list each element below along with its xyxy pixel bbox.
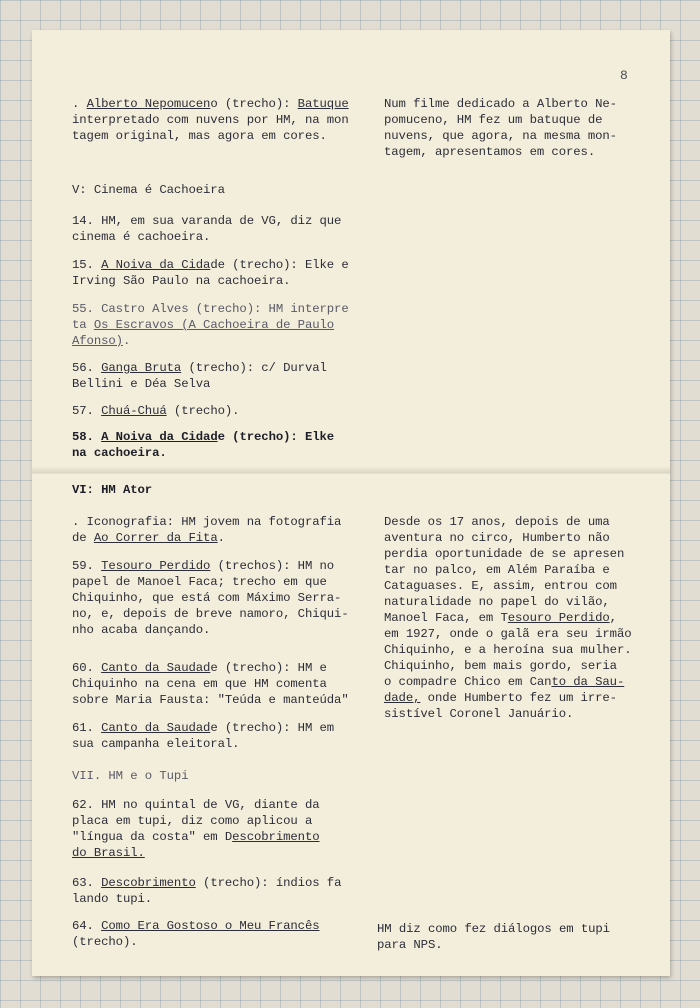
underlined-title: Ganga Bruta: [101, 361, 182, 375]
underlined-title: A Noiva da Cida: [101, 258, 211, 272]
underlined-title: Batuque: [297, 97, 349, 111]
item-57: [72, 403, 239, 419]
item-63: [72, 875, 341, 907]
text-line: dade, onde Humberto fez um irre-: [384, 691, 617, 705]
text-line: V: Cinema é Cachoeira: [72, 183, 225, 197]
text-line: lando tupi.: [72, 892, 153, 906]
text-line: VI: HM Ator: [72, 483, 153, 497]
underlined-title: Alberto Nepomucen: [86, 97, 211, 111]
text-line: Chiquinho, bem mais gordo, seria: [384, 659, 617, 673]
text-line: cinema é cachoeira.: [72, 230, 211, 244]
text-line: sobre Maria Fausta: "Teúda e manteúda": [72, 693, 349, 707]
text-line: Chiquinho na cena em que HM comenta: [72, 677, 327, 691]
text-line: (trecho).: [72, 935, 138, 949]
text-line: 64. Como Era Gostoso o Meu Francês: [72, 919, 320, 933]
alberto-left-text: [72, 96, 349, 144]
text-line: no, e, depois de breve namoro, Chiqui-: [72, 607, 349, 621]
text-line: . Alberto Nepomuceno (trecho): Batuque: [72, 97, 349, 111]
text-line: 56. Ganga Bruta (trecho): c/ Durval: [72, 361, 327, 375]
item-56: [72, 360, 327, 392]
underlined-title: A Noiva da Cidad: [101, 430, 218, 444]
underlined-title: Como Era Gostoso o Meu Francês: [101, 919, 320, 933]
text-line: 58. A Noiva da Cidade (trecho): Elke: [72, 430, 335, 444]
text-line: Bellini e Déa Selva: [72, 377, 211, 391]
text-line: 60. Canto da Saudade (trecho): HM e: [72, 661, 327, 675]
text-line: 63. Descobrimento (trecho): índios fa: [72, 876, 342, 890]
text-line: 61. Canto da Saudade (trecho): HM em: [72, 721, 335, 735]
section-vii-heading: [72, 768, 188, 784]
underlined-title: esouro Perdido: [507, 611, 610, 625]
underlined-title: do Brasil.: [72, 846, 145, 860]
text-line: "língua da costa" em Descobrimento: [72, 830, 320, 844]
underlined-title: dade,: [384, 691, 421, 705]
paper-fold: [32, 466, 670, 480]
text-line: 59. Tesouro Perdido (trechos): HM no: [72, 559, 335, 573]
underlined-title: Chuá-Chuá: [101, 404, 167, 418]
text-line: Chiquinho, que está com Máximo Serra-: [72, 591, 342, 605]
text-line: nho acaba dançando.: [72, 623, 211, 637]
underlined-title: Afonso): [72, 334, 123, 348]
alberto-right-text: [384, 96, 617, 160]
text-line: de Ao Correr da Fita.: [72, 531, 225, 545]
text-line: para NPS.: [377, 938, 443, 952]
text-line: Num filme dedicado a Alberto Ne-: [384, 97, 617, 111]
text-line: Chiquinho, e a heroína sua mulher.: [384, 643, 632, 657]
tupi-commentary: [377, 921, 610, 953]
text-line: pomuceno, HM fez um batuque de: [384, 113, 603, 127]
underlined-title: to da Sau-: [551, 675, 625, 689]
underlined-title: Descobrimento: [101, 876, 196, 890]
underlined-title: Ao Correr da Fita: [93, 531, 218, 545]
item-14: [72, 213, 341, 245]
text-line: sistível Coronel Januário.: [384, 707, 574, 721]
section-v-heading: [72, 182, 225, 198]
text-line: tar no palco, em Além Paraíba e: [384, 563, 610, 577]
text-line: na cachoeira.: [72, 446, 167, 460]
text-line: tagem, apresentamos em cores.: [384, 145, 596, 159]
text-line: Cataguases. E, assim, entrou com: [384, 579, 617, 593]
typewritten-sheet: [32, 30, 670, 976]
item-60: [72, 660, 349, 708]
text-line: 55. Castro Alves (trecho): HM interpre: [72, 302, 349, 316]
text-line: Irving São Paulo na cachoeira.: [72, 274, 291, 288]
item-15: [72, 257, 349, 289]
text-line: Desde os 17 anos, depois de uma: [384, 515, 610, 529]
text-line: em 1927, onde o galã era seu irmão: [384, 627, 632, 641]
text-line: naturalidade no papel do vilão,: [384, 595, 610, 609]
text-line: Afonso).: [72, 334, 131, 348]
actor-commentary: [384, 514, 632, 722]
underlined-title: escobrimento: [232, 830, 320, 844]
text-line: HM diz como fez diálogos em tupi: [377, 922, 610, 936]
item-64: [72, 918, 320, 950]
text-line: perdia oportunidade de se apresen: [384, 547, 625, 561]
item-58: [72, 429, 334, 461]
text-line: 57. Chuá-Chuá (trecho).: [72, 404, 240, 418]
item-55: [72, 301, 349, 349]
underlined-title: Canto da Saudad: [101, 721, 211, 735]
text-line: aventura no circo, Humberto não: [384, 531, 610, 545]
text-line: tagem original, mas agora em cores.: [72, 129, 327, 143]
underlined-title: Canto da Saudad: [101, 661, 211, 675]
text-line: nuvens, que agora, na mesma mon-: [384, 129, 617, 143]
page-number: 8: [620, 68, 628, 83]
item-59: [72, 558, 349, 638]
text-line: 15. A Noiva da Cidade (trecho): Elke e: [72, 258, 349, 272]
text-line: sua campanha eleitoral.: [72, 737, 240, 751]
text-line: . Iconografia: HM jovem na fotografia: [72, 515, 342, 529]
item-62: [72, 797, 320, 861]
iconografia-text: [72, 514, 341, 546]
text-line: ta Os Escravos (A Cachoeira de Paulo: [72, 318, 335, 332]
underlined-title: Tesouro Perdido: [101, 559, 211, 573]
item-61: [72, 720, 334, 752]
text-line: interpretado com nuvens por HM, na mon: [72, 113, 349, 127]
text-line: VII. HM e o Tupi: [72, 769, 189, 783]
text-line: 14. HM, em sua varanda de VG, diz que: [72, 214, 342, 228]
text-line: o compadre Chico em Canto da Sau-: [384, 675, 625, 689]
section-vi-heading: [72, 482, 152, 498]
text-line: Manoel Faca, em Tesouro Perdido,: [384, 611, 617, 625]
underlined-title: Os Escravos (A Cachoeira de Paulo: [93, 318, 335, 332]
text-line: papel de Manoel Faca; trecho em que: [72, 575, 327, 589]
text-line: placa em tupi, diz como aplicou a: [72, 814, 313, 828]
text-line: 62. HM no quintal de VG, diante da: [72, 798, 320, 812]
text-line: [72, 845, 320, 861]
